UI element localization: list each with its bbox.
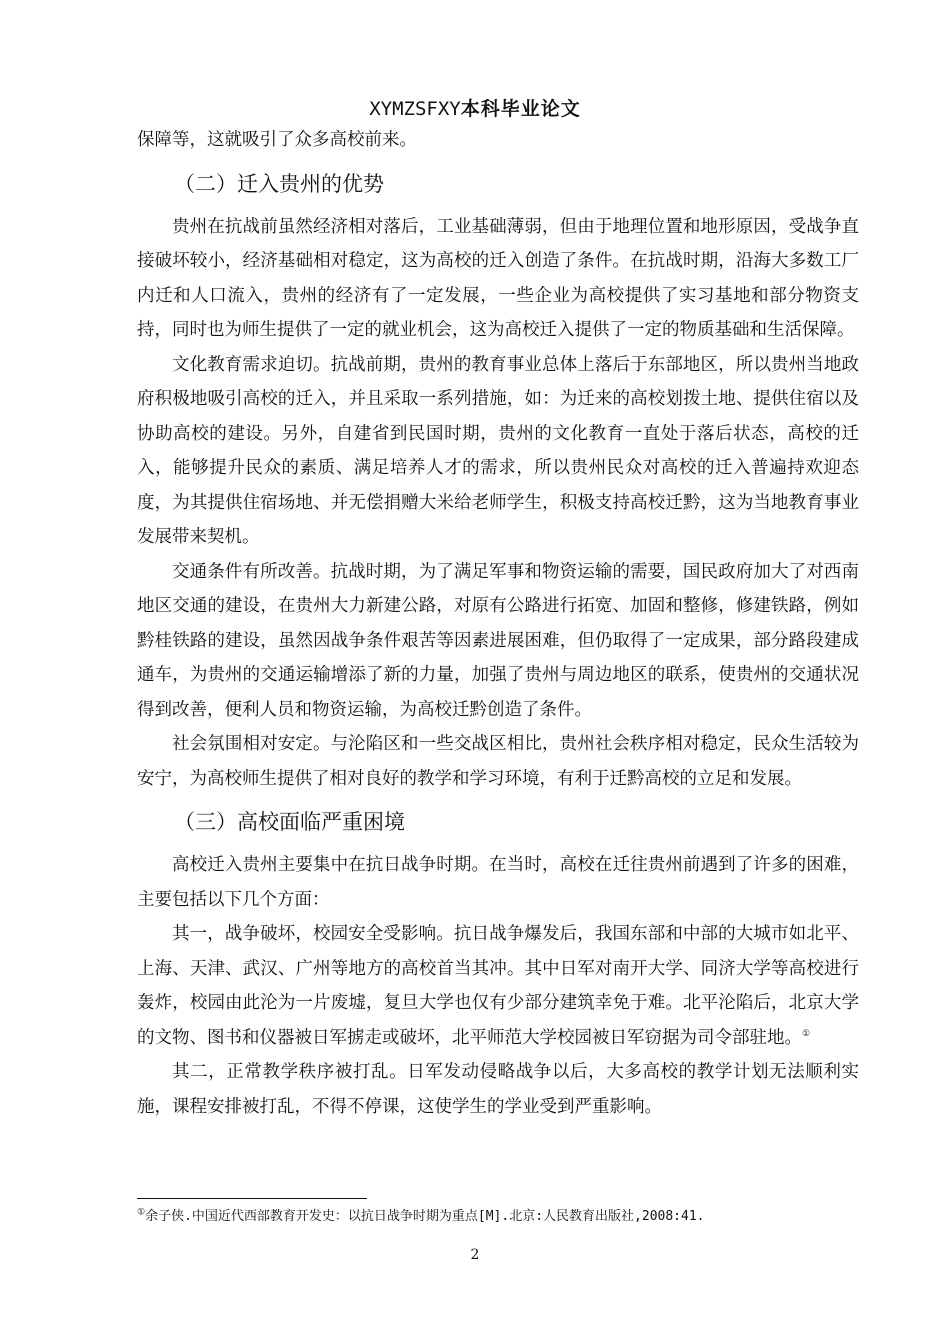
paragraph [137, 917, 859, 1055]
paragraph: 高校迁入贵州主要集中在抗日战争时期。在当时，高校在迁往贵州前遇到了许多的困难，主要包括以下几个方面： [137, 855, 859, 910]
paragraph: 贵州在抗战前虽然经济相对落后，工业基础薄弱，但由于地理位置和地形原因，受战争直接破坏较小，经济基础相对稳定，这为高校的迁入创造了条件。在抗战时期，沿海大多数工厂内迁和人口流入，贵州的经济有了一定发展，一些企业为高校提供了实习基地和部分物资支持，同时也为师生提供了一定的就业机会，这为高校迁入提供了一定的物质基础和生活保障。 [137, 216, 859, 340]
footnote-separator [137, 1198, 367, 1199]
page-number: 2 [470, 1247, 480, 1263]
section-heading-3: （三）高校面临严重困境 [174, 810, 405, 834]
header-code: XYMZSFXY [369, 98, 461, 120]
paragraph: 社会氛围相对安定。与沦陷区和一些交战区相比，贵州社会秩序相对稳定，民众生活较为安宁，为高校师生提供了相对良好的教学和学习环境，有利于迁黔高校的立足和发展。 [137, 734, 859, 789]
main-text [137, 123, 859, 1124]
footnote-reference[interactable]: ① [802, 1028, 811, 1039]
section-heading-2: （二）迁入贵州的优势 [174, 171, 384, 196]
paragraph-text: 其一，战争破坏，校园安全受影响。抗日战争爆发后，我国东部和中部的大城市如北平、上海、天津、武汉、广州等地方的高校首当其冲。其中日军对南开大学、同济大学等高校进行轰炸，校园由此沦为一片废墟，复旦大学也仅有少部分建筑幸免于难。北平沦陷后，北京大学的文物、图书和仪器被日军掳走或破坏，北平师范大学校园被日军窃据为司令部驻地。 [137, 924, 859, 1048]
paragraph-continuation: 保障等，这就吸引了众多高校前来。 [137, 130, 417, 150]
header-title: 本科毕业论文 [460, 98, 581, 120]
footnote [137, 1208, 897, 1226]
running-header [0, 94, 950, 121]
footnote-marker: ① [137, 1207, 146, 1218]
paragraph: 交通条件有所改善。抗战时期，为了满足军事和物资运输的需要，国民政府加大了对西南地区交通的建设，在贵州大力新建公路，对原有公路进行拓宽、加固和整修，修建铁路，例如黔桂铁路的建设，虽然因战争条件艰苦等因素进展困难，但仍取得了一定成果，部分路段建成通车，为贵州的交通运输增添了新的力量，加强了贵州与周边地区的联系，使贵州的交通状况得到改善，便利人员和物资运输，为高校迁黔创造了条件。 [137, 561, 859, 720]
paragraph: 文化教育需求迫切。抗战前期，贵州的教育事业总体上落后于东部地区，所以贵州当地政府积极地吸引高校的迁入，并且采取一系列措施，如：为迁来的高校划拨土地、提供住宿以及协助高校的建设。另外，自建省到民国时期，贵州的文化教育一直处于落后状态，高校的迁入，能够提升民众的素质、满足培养人才的需求，所以贵州民众对高校的迁入普遍持欢迎态度，为其提供住宿场地、并无偿捐赠大米给老师学生，积极支持高校迁黔，这为当地教育事业发展带来契机。 [137, 354, 859, 547]
paragraph: 其二，正常教学秩序被打乱。日军发动侵略战争以后，大多高校的教学计划无法顺利实施，课程安排被打乱，不得不停课，这使学生的学业受到严重影响。 [137, 1062, 859, 1117]
footnote-text: 余子侠.中国近代西部教育开发史：以抗日战争时期为重点[M].北京:人民教育出版社,2008:41. [145, 1209, 705, 1224]
